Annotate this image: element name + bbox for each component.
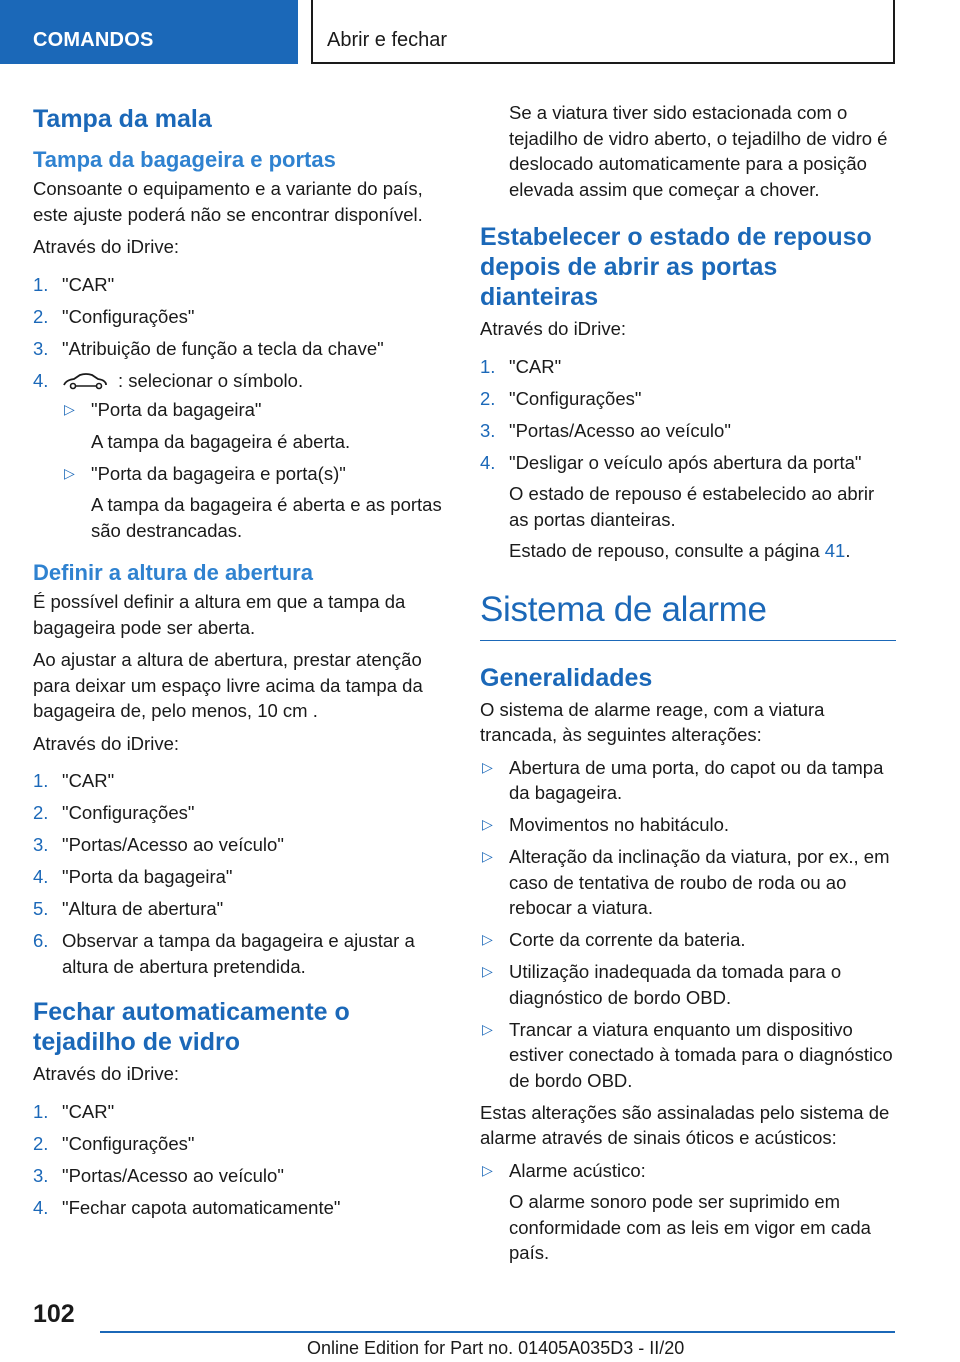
- list-item: ▷ Utilização inadequada da tomada para o diagnóstico de bordo OBD.: [482, 961, 842, 1008]
- heading-sistema-alarme: Sistema de alarme: [480, 590, 896, 641]
- list-item: 2. "Configurações": [33, 1132, 195, 1154]
- triangle-bullet-icon: ▷: [482, 931, 493, 947]
- section-title: Abrir e fechar: [327, 29, 448, 51]
- list-item: 2. "Configurações": [480, 387, 642, 409]
- list-item: ▷ Alteração da inclinação da viatura, por ex., em caso de tentativa de roubo de roda ou ao rebocar a viatura.: [482, 846, 890, 918]
- page-number: 102: [33, 1300, 75, 1328]
- triangle-bullet-icon: ▷: [482, 816, 493, 832]
- list-item: ▷ "Porta da bagageira" A tampa da bagageira é aberta.: [64, 399, 351, 452]
- list-item: 1. "CAR": [33, 770, 115, 791]
- list-item: 2. "Configurações": [33, 305, 195, 327]
- paragraph: O sistema de alarme reage, com a viatura trancada, às seguintes alterações:: [480, 698, 825, 745]
- triangle-bullet-icon: ▷: [64, 401, 75, 417]
- list-item: ▷ Alarme acústico: O alarme sonoro pode ser suprimido em conformidade com as leis em vigor em cada país.: [482, 1159, 871, 1263]
- paragraph: Consoante o equipamento e a variante do país, este ajuste poderá não se encontrar disponível.: [33, 178, 423, 225]
- paragraph: Através do iDrive:: [480, 318, 626, 339]
- steps-list: [480, 354, 896, 564]
- triangle-bullet-icon: ▷: [482, 848, 493, 864]
- chapter-title: COMANDOS: [33, 29, 154, 51]
- list-item: 5. "Altura de abertura": [33, 898, 224, 919]
- list-item: 1. "CAR": [33, 1100, 115, 1122]
- paragraph: Através do iDrive:: [33, 732, 179, 754]
- chapter-tab: [0, 0, 298, 64]
- paragraph: Se a viatura tiver sido estacionada com o tejadilho de vidro aberto, o tejadilho de vidro é deslocado automaticamente para a posição elevada assim que começar a chover.: [509, 102, 888, 200]
- triangle-bullet-icon: ▷: [482, 963, 493, 979]
- list-item: ▷ Trancar a viatura enquanto um dispositivo estiver conectado à tomada para o diagnóstico de bordo OBD.: [482, 1018, 893, 1091]
- left-column: [33, 96, 451, 1228]
- paragraph: Através do iDrive:: [33, 236, 179, 257]
- list-item: 1. "CAR": [480, 355, 562, 377]
- list-item: 3. "Portas/Acesso ao veículo": [33, 834, 284, 855]
- list-item: 3. "Portas/Acesso ao veículo": [480, 419, 731, 441]
- list-item: ▷ Movimentos no habitáculo.: [480, 812, 896, 838]
- list-item: 1. "CAR": [33, 273, 115, 295]
- heading-estado-repouso: Estabelecer o estado de repouso depois de abrir as portas dianteiras: [480, 223, 872, 311]
- list-item: 4. "Desligar o veículo após abertura da porta" O estado de repouso é estabelecido ao abrir as portas dianteiras. Estado de repouso, consulte a página 41.: [480, 450, 896, 564]
- list-item: 6. Observar a tampa da bagageira e ajustar a altura de abertura pretendida.: [33, 930, 415, 977]
- heading-tampa-bagageira: Tampa da bagageira e portas: [33, 147, 336, 172]
- heading-generalidades: Generalidades: [480, 663, 653, 692]
- paragraph: Ao ajustar a altura de abertura, prestar atenção para deixar um espaço livre acima da tampa da bagageira de, pelo menos, 10 cm .: [33, 649, 423, 721]
- section-tab: [311, 0, 895, 64]
- bullet-list: [480, 755, 896, 1094]
- list-item: ▷ Corte da corrente da bateria.: [480, 927, 896, 953]
- triangle-bullet-icon: ▷: [482, 1161, 493, 1178]
- list-item: 3. "Portas/Acesso ao veículo": [33, 1164, 284, 1186]
- page-reference-link[interactable]: 41: [824, 540, 846, 561]
- heading-fechar-tejadilho: Fechar automaticamente o tejadilho de vidro: [33, 998, 350, 1056]
- steps-list: [33, 768, 451, 979]
- car-key-icon: [62, 372, 110, 390]
- steps-list: [33, 272, 451, 544]
- edition-note: Online Edition for Part no. 01405A035D3 - II/20: [307, 1338, 685, 1358]
- page-header: [0, 0, 960, 66]
- heading-altura-abertura: Definir a altura de abertura: [33, 560, 313, 585]
- list-item: 3. "Atribuição de função a tecla da chave": [33, 337, 384, 359]
- paragraph: Estas alterações são assinaladas pelo sistema de alarme através de sinais óticos e acústicos:: [480, 1101, 890, 1148]
- steps-list: [33, 1099, 451, 1221]
- bullet-list: [480, 1158, 896, 1266]
- right-column: [480, 100, 896, 1272]
- list-item: 4. "Porta da bagageira": [33, 866, 233, 887]
- list-item: 4. "Fechar capota automaticamente": [33, 1196, 341, 1218]
- list-note: O estado de repouso é estabelecido ao abrir as portas dianteiras.: [509, 483, 875, 530]
- list-item: 2. "Configurações": [33, 802, 195, 823]
- heading-tampa-da-mala: Tampa da mala: [33, 105, 212, 133]
- triangle-bullet-icon: ▷: [482, 758, 493, 775]
- paragraph: Através do iDrive:: [33, 1063, 179, 1084]
- list-item: ▷ "Porta da bagageira e porta(s)" A tampa da bagageira é aberta e as portas são destrancadas.: [64, 462, 442, 541]
- list-item: 4. : selecionar o símbolo. ▷ "Porta da bagageira" A tampa da bagageira é aberta. ▷ "Porta da bagageira e porta(s)" A tampa da bagageira é aberta e as portas são destrancadas.: [33, 368, 451, 544]
- list-item: ▷ Abertura de uma porta, do capot ou da tampa da bagageira.: [482, 756, 884, 803]
- bullet-list: [62, 397, 451, 543]
- list-note: Estado de repouso, consulte a página 41.: [509, 540, 851, 561]
- paragraph: É possível definir a altura em que a tampa da bagageira pode ser aberta.: [33, 591, 406, 638]
- footer-divider: [100, 1331, 895, 1333]
- triangle-bullet-icon: ▷: [482, 1020, 493, 1037]
- triangle-bullet-icon: ▷: [64, 464, 75, 481]
